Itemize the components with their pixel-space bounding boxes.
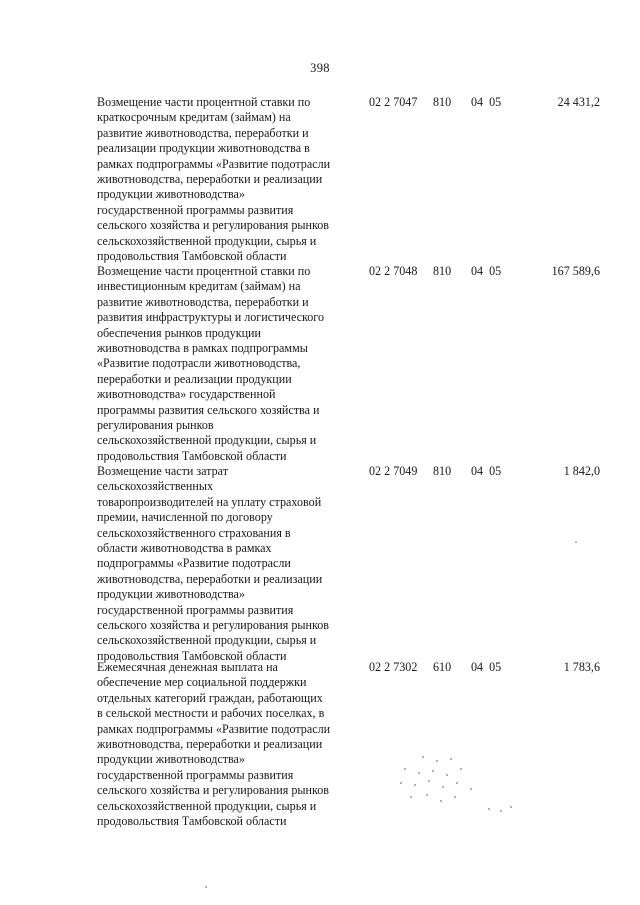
section-code: 04 05 bbox=[471, 95, 502, 109]
amount-value: 167 589,6 bbox=[551, 264, 600, 278]
amount-value: 24 431,2 bbox=[557, 95, 600, 109]
row-description: Возмещение части процентной ставки по инвестиционным кредитам (займам) на развитие животноводства, переработки и развития инфраструктуры и логистического обеспечения рынков продукции животноводства в рамках подпрограммы «Развитие подотрасли животноводства, переработки и реализации продукции животноводства» государственной программы развития сельского хозяйства и регулирования рынков сельскохозяйственной продукции, сырья и продовольствия Тамбовской области bbox=[97, 264, 324, 463]
amount-value: 1 842,0 bbox=[563, 464, 600, 478]
expense-type-code: 810 bbox=[433, 264, 452, 278]
section-code: 04 05 bbox=[471, 660, 502, 674]
section-code: 04 05 bbox=[471, 464, 502, 478]
page-number: 398 bbox=[310, 61, 330, 75]
target-article-code: 02 2 7048 bbox=[369, 264, 418, 278]
target-article-code: 02 2 7049 bbox=[369, 464, 418, 478]
scan-dot bbox=[205, 886, 207, 888]
target-article-code: 02 2 7047 bbox=[369, 95, 418, 109]
amount-value: 1 783,6 bbox=[563, 660, 600, 674]
target-article-code: 02 2 7302 bbox=[369, 660, 418, 674]
scan-dot bbox=[575, 541, 577, 543]
row-description: Возмещение части затрат сельскохозяйственных товаропроизводителей на уплату страховой премии, начисленной по договору сельскохозяйственного страхования в области животноводства в рамках подпрограммы «Развитие подотрасли животноводства, переработки и реализации продукции животноводства» государственной программы развития сельского хозяйства и регулирования рынков сельскохозяйственной продукции, сырья и продовольствия Тамбовской области bbox=[97, 464, 329, 663]
section-code: 04 05 bbox=[471, 264, 502, 278]
row-description: Ежемесячная денежная выплата на обеспечение мер социальной поддержки отдельных категорий граждан, работающих в сельской местности и рабочих поселках, в рамках подпрограммы «Развитие подотрасли животноводства, переработки и реализации продукции животноводства» государственной программы развития сельского хозяйства и регулирования рынков сельскохозяйственной продукции, сырья и продовольствия Тамбовской области bbox=[97, 660, 331, 829]
row-description: Возмещение части процентной ставки по краткосрочным кредитам (займам) на развитие животноводства, переработки и реализации продукции животноводства в рамках подпрограммы «Развитие подотрасли животноводства, переработки и реализации продукции животноводства» государственной программы развития сельского хозяйства и регулирования рынков сельскохозяйственной продукции, сырья и продовольствия Тамбовской области bbox=[97, 95, 331, 264]
expense-type-code: 810 bbox=[433, 464, 452, 478]
expense-type-code: 610 bbox=[433, 660, 452, 674]
expense-type-code: 810 bbox=[433, 95, 452, 109]
faded-stamp-mark bbox=[392, 754, 542, 824]
